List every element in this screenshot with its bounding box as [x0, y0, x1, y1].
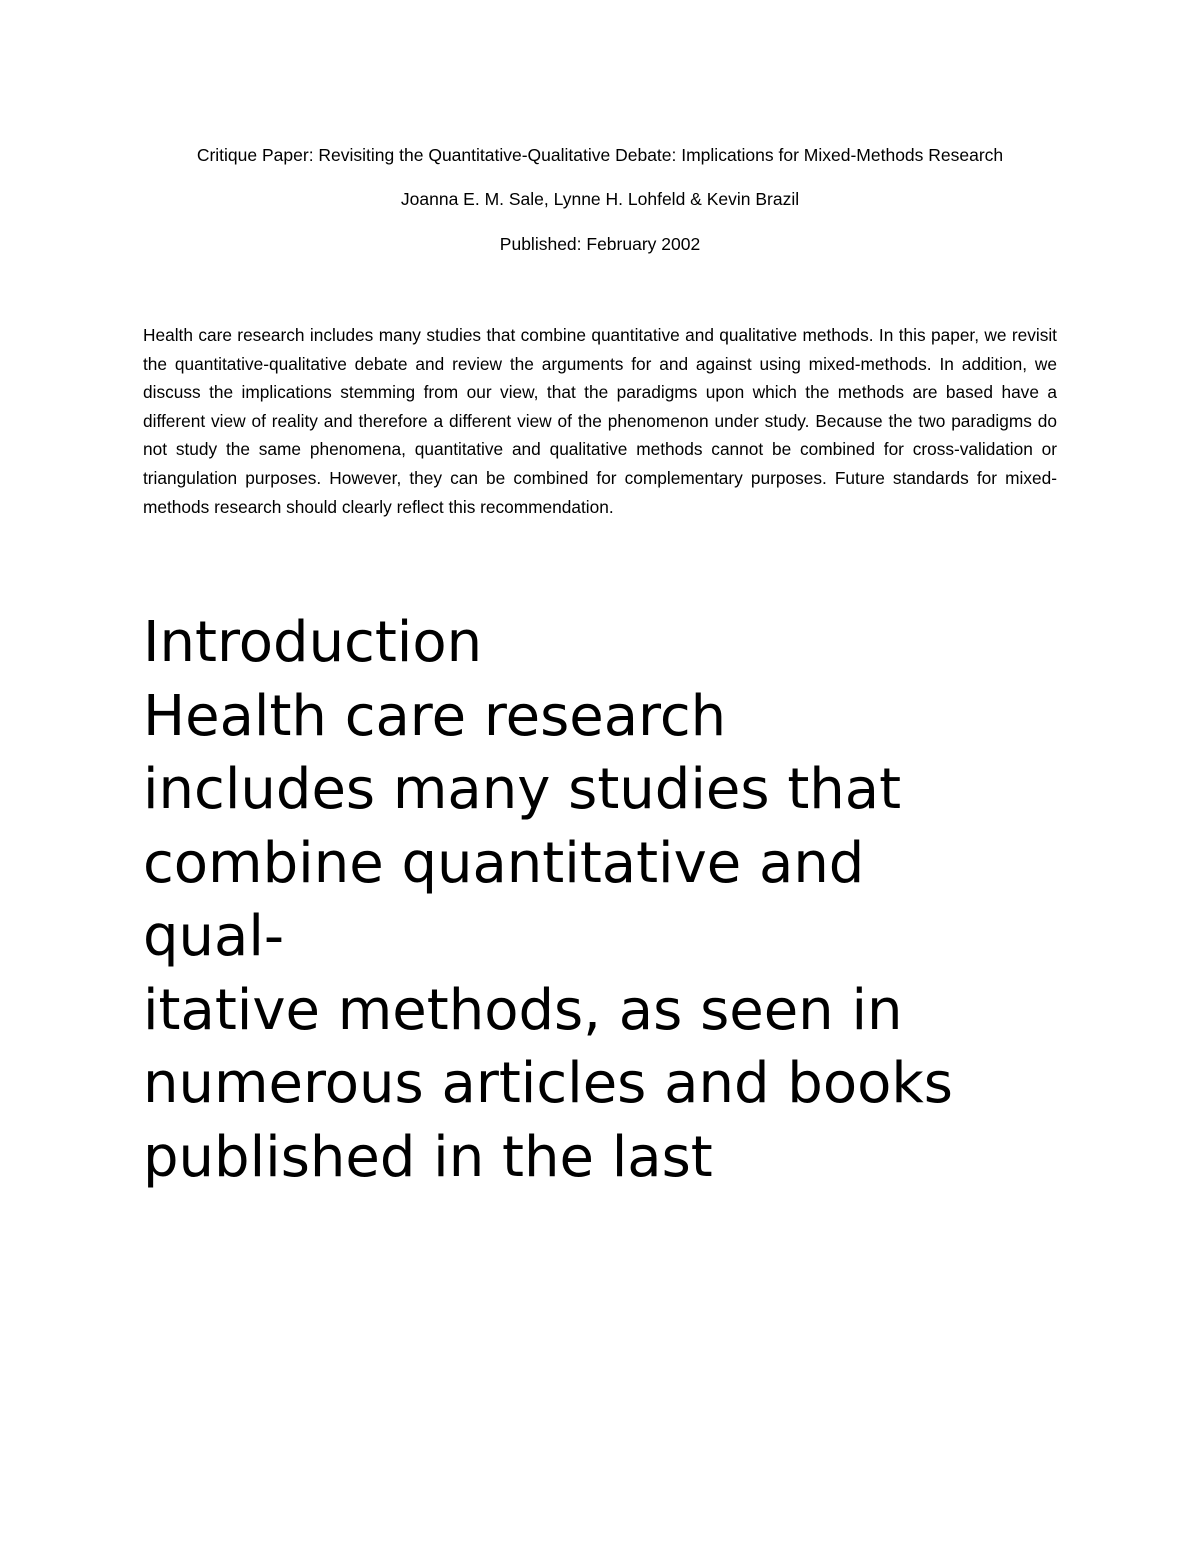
- publication-date: Published: February 2002: [499, 234, 701, 254]
- introduction-text-line: itative methods, as seen in: [143, 977, 903, 1043]
- introduction-heading: Introduction: [143, 610, 483, 675]
- introduction-text-line: combine quantitative and: [143, 830, 865, 896]
- introduction-text-line: Health care research: [143, 683, 727, 749]
- paper-title: Critique Paper: Revisiting the Quantitative-Qualitative Debate: Implications for Mixed-Methods Research: [196, 145, 1004, 165]
- introduction-text-line: numerous articles and books: [143, 1051, 953, 1116]
- introduction-text-line: published in the last: [143, 1124, 713, 1190]
- abstract-paragraph: Health care research includes many studies that combine quantitative and qualitative methods. In this paper, we revisit the quantitative-qualitative debate and review the arguments for and against using mixed-methods. In addition, we discuss the implications stemming from our view, that the paradigms upon which the methods are based have a different view of reality and therefore a different view of the phenomenon under study. Because the two paradigms do not study the same phenomena, quantitative and qualitative methods cannot be combined for cross-validation or triangulation purposes. However, they can be combined for complementary purposes. Future standards for mixed-methods research should clearly reflect this recommendation.: [143, 325, 1057, 517]
- introduction-section: [143, 606, 1143, 1194]
- introduction-text-line: qual-: [143, 904, 285, 969]
- introduction-text-line: includes many studies that: [143, 757, 902, 822]
- paper-authors: Joanna E. M. Sale, Lynne H. Lohfeld & Kevin Brazil: [400, 189, 800, 209]
